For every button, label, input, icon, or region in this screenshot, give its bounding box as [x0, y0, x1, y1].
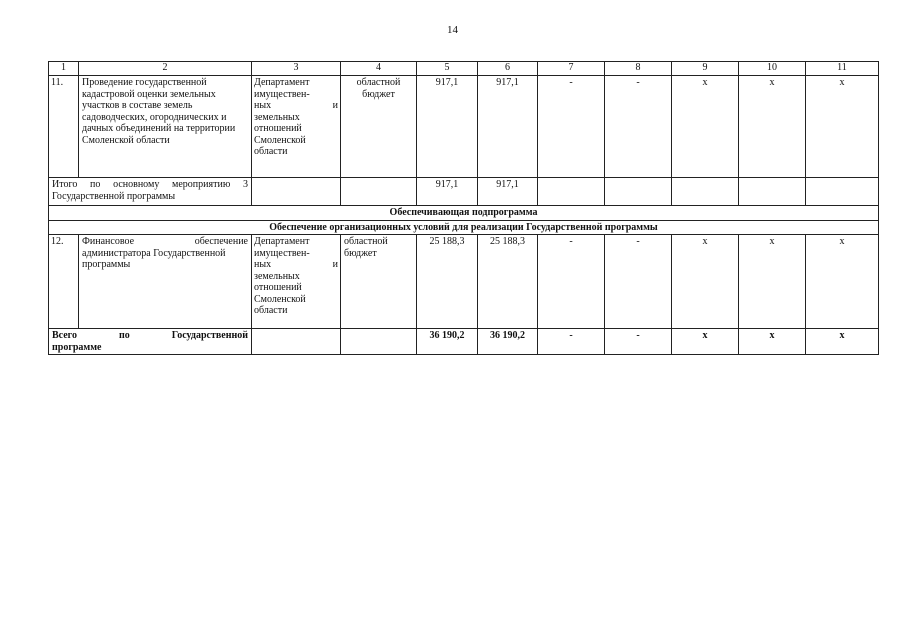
department-line: земельных — [254, 270, 300, 282]
empty-cell — [538, 178, 605, 206]
subtotal-label: Итого по основному мероприятию 3 Государственной программы — [49, 178, 252, 206]
department-line: ных и — [254, 259, 338, 270]
total-row — [49, 329, 879, 355]
value-col10: х — [739, 235, 806, 329]
col-header-2: 2 — [79, 62, 252, 76]
value-col8: - — [605, 329, 672, 355]
department-line: имуществен- — [254, 88, 310, 100]
col-header-8: 8 — [605, 62, 672, 76]
empty-cell — [739, 178, 806, 206]
empty-cell — [341, 329, 417, 355]
funding-source: областной бюджет — [341, 76, 417, 178]
page-number: 14 — [447, 24, 458, 36]
budget-table — [48, 61, 879, 355]
department-line: земельных — [254, 111, 300, 123]
funding-source: областной бюджет — [341, 235, 417, 329]
value-col8: - — [605, 235, 672, 329]
table-row — [49, 76, 879, 178]
department — [252, 76, 341, 178]
col-header-11: 11 — [806, 62, 879, 76]
department-line: области — [254, 146, 288, 157]
col-header-1: 1 — [49, 62, 79, 76]
department-line: Департамент — [254, 77, 310, 88]
column-number-row — [49, 62, 879, 76]
value-col5: 36 190,2 — [417, 329, 478, 355]
empty-cell — [672, 178, 739, 206]
row-index: 12. — [49, 235, 79, 329]
department — [252, 235, 341, 329]
department-line: Департамент — [254, 236, 310, 247]
empty-cell — [252, 329, 341, 355]
empty-cell — [341, 178, 417, 206]
empty-cell — [252, 178, 341, 206]
col-header-4: 4 — [341, 62, 417, 76]
col-header-6: 6 — [478, 62, 538, 76]
activity-name-line: Финансовое обеспечение — [82, 236, 248, 247]
total-label — [49, 329, 252, 355]
activity-name: Проведение государственной кадастровой оценки земельных участков в составе земель садоводческих, огороднических и дачных объединений на территории Смоленской области — [79, 76, 252, 178]
value-col5: 25 188,3 — [417, 235, 478, 329]
empty-cell — [806, 178, 879, 206]
activity-name — [79, 235, 252, 329]
section-header-row — [49, 220, 879, 235]
value-col8: - — [605, 76, 672, 178]
value-col7: - — [538, 329, 605, 355]
section-org-conditions: Обеспечение организационных условий для реализации Государственной программы — [49, 220, 879, 235]
value-col6: 917,1 — [478, 178, 538, 206]
value-col9: х — [672, 329, 739, 355]
row-index: 11. — [49, 76, 79, 178]
table-row — [49, 235, 879, 329]
section-header-row — [49, 206, 879, 221]
value-col10: х — [739, 76, 806, 178]
value-col11: х — [806, 235, 879, 329]
department-line: имуществен- — [254, 247, 310, 259]
department-line: отношений — [254, 282, 302, 293]
department-line: Смоленской — [254, 134, 306, 146]
value-col9: х — [672, 235, 739, 329]
value-col6: 36 190,2 — [478, 329, 538, 355]
value-col6: 917,1 — [478, 76, 538, 178]
total-label-line: Всего по Государственной — [52, 330, 248, 341]
total-label-line: программе — [52, 341, 102, 353]
section-subprogram: Обеспечивающая подпрограмма — [49, 206, 879, 221]
department-line: ных и — [254, 100, 338, 111]
col-header-9: 9 — [672, 62, 739, 76]
subtotal-row — [49, 178, 879, 206]
col-header-5: 5 — [417, 62, 478, 76]
col-header-10: 10 — [739, 62, 806, 76]
department-line: области — [254, 305, 288, 316]
value-col5: 917,1 — [417, 76, 478, 178]
value-col7: - — [538, 76, 605, 178]
value-col10: х — [739, 329, 806, 355]
value-col11: х — [806, 76, 879, 178]
department-line: Смоленской — [254, 293, 306, 305]
value-col5: 917,1 — [417, 178, 478, 206]
activity-name-line: администратора Государственной программы — [82, 247, 226, 270]
empty-cell — [605, 178, 672, 206]
col-header-7: 7 — [538, 62, 605, 76]
value-col11: х — [806, 329, 879, 355]
value-col6: 25 188,3 — [478, 235, 538, 329]
value-col7: - — [538, 235, 605, 329]
value-col9: х — [672, 76, 739, 178]
col-header-3: 3 — [252, 62, 341, 76]
department-line: отношений — [254, 123, 302, 134]
